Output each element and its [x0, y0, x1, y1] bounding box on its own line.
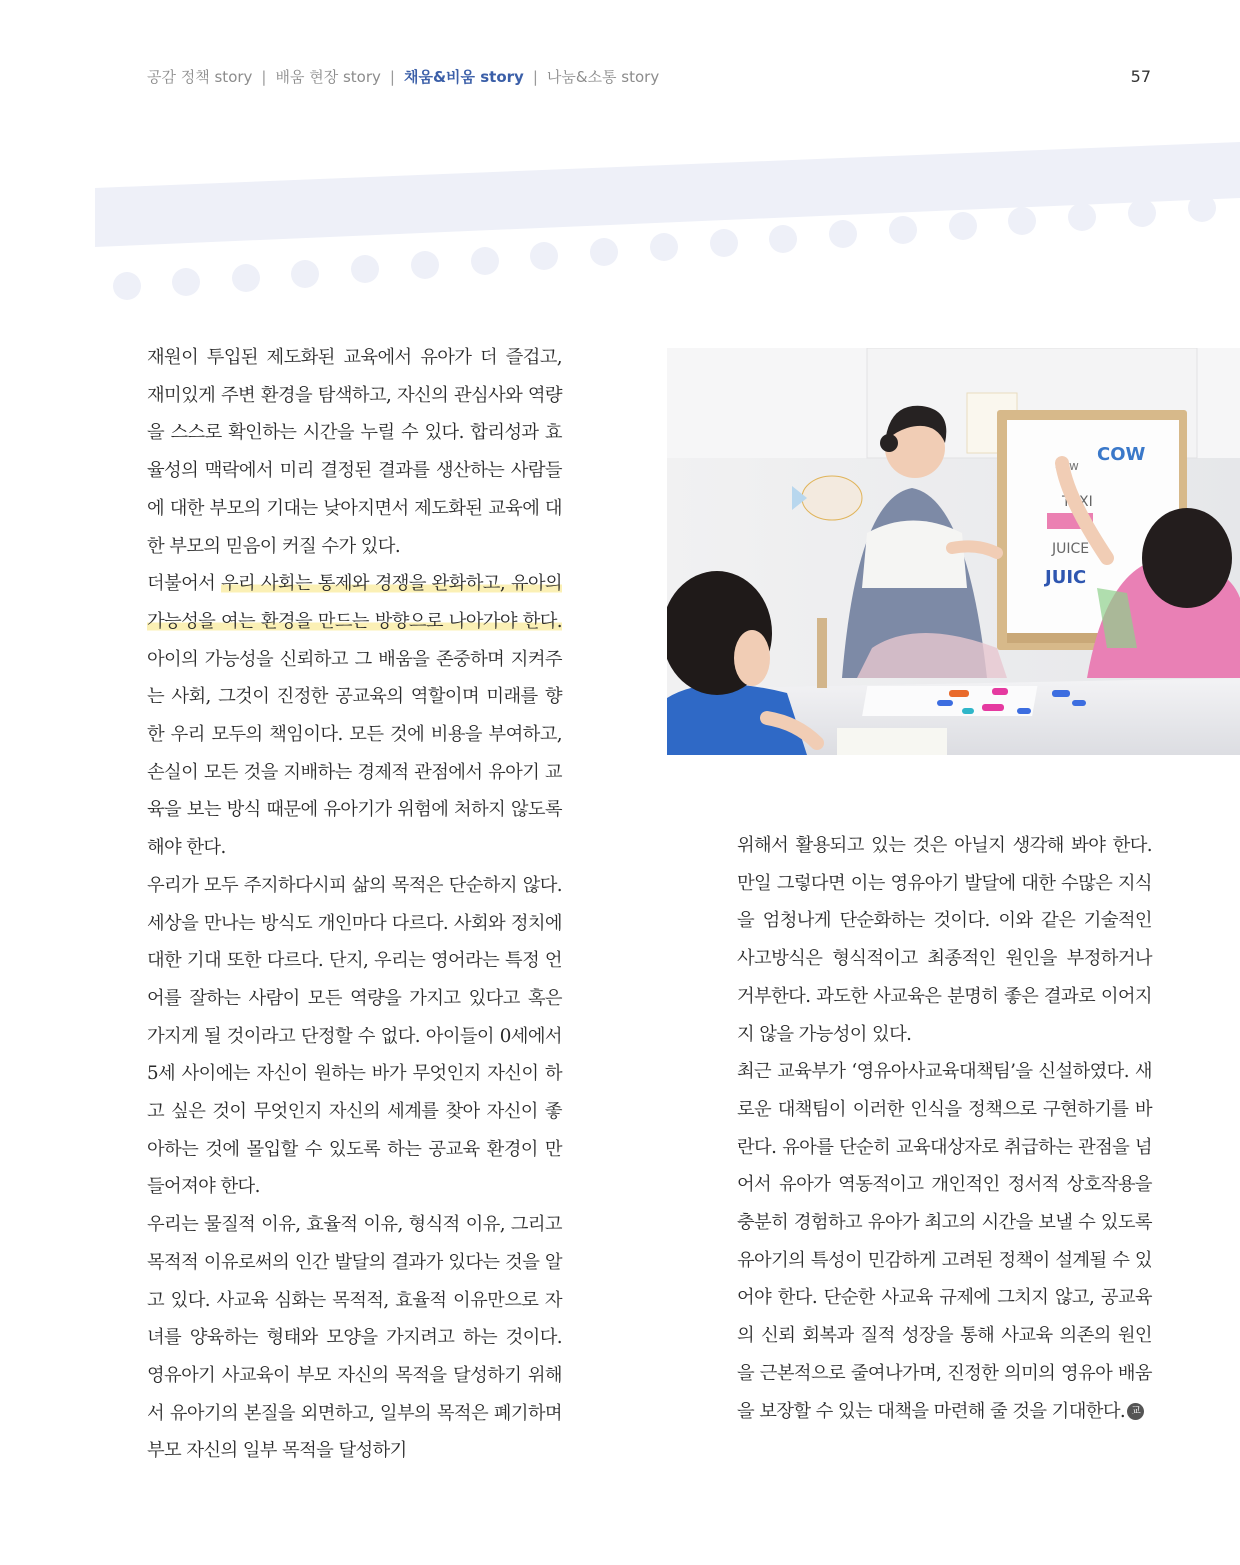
- end-mark-icon: 교: [1127, 1403, 1144, 1420]
- nav-separator: |: [261, 68, 267, 86]
- paragraph-highlight: [147, 565, 562, 867]
- board-word: JUICE: [1052, 541, 1090, 557]
- paragraph: 우리가 모두 주지하다시피 삶의 목적은 단순하지 않다. 세상을 만나는 방식도 개인마다 다르다. 사회와 정치에 대한 기대 또한 다르다. 단지, 우리는 영어라는 특정 언어를 잘하는 사람이 모든 역량을 가지고 있다고 혹은 가지게 될 것이라고 단정할 수 없다. 아이들이 0세에서 5세 사이에는 자신이 원하는 바가 무엇인지 자신이 하고 싶은 것이 무엇인지 자신의 세계를 찾아 자신이 좋아하는 것에 몰입할 수 있도록 하는 공교육 환경이 만들어져야 한다.: [147, 874, 562, 1198]
- nav-item-policy[interactable]: 공감 정책 story: [147, 68, 253, 86]
- paragraph: 재원이 투입된 제도화된 교육에서 유아가 더 즐겁고, 재미있게 주변 환경을 탐색하고, 자신의 관심사와 역량을 스스로 확인하는 시간을 누릴 수 있다. 합리성과 효율성의 맥락에서 미리 결정된 결과를 생산하는 사람들에 대한 부모의 기대는 낮아지면서 제도화된 교육에 대한 부모의 믿음이 커질 수가 있다.: [147, 347, 562, 557]
- section-nav: [147, 66, 659, 87]
- paragraph-last: [737, 1053, 1152, 1430]
- paragraph: 위해서 활용되고 있는 것은 아닐지 생각해 봐야 한다. 만일 그렇다면 이는 영유아기 발달에 대한 수많은 지식을 엄청나게 단순화하는 것이다. 이와 같은 기술적인 사고방식은 형식적이고 최종적인 원인을 부정하거나 거부한다. 과도한 사교육은 분명히 좋은 결과로 이어지지 않을 가능성이 있다.: [737, 835, 1152, 1045]
- text-span: 아이의 가능성을 신뢰하고 그 배움을 존중하며 지켜주는 사회, 그것이 진정한 공교육의 역할이며 미래를 향한 우리 모두의 책임이다. 모든 것에 비용을 부여하고, 손실이 모든 것을 지배하는 경제적 관점에서 유아기 교육을 보는 방식 때문에 유아기가 위험에 처하지 않도록 해야 한다.: [147, 648, 562, 859]
- nav-separator: |: [389, 68, 395, 86]
- nav-item-active[interactable]: 채움&비움 story: [403, 68, 524, 86]
- nav-item-sharing[interactable]: 나눔&소통 story: [546, 68, 660, 86]
- classroom-photo: [667, 348, 1240, 755]
- board-word: JUIC: [1045, 567, 1087, 588]
- nav-separator: |: [532, 68, 538, 86]
- board-word: COW: [1097, 444, 1146, 465]
- text-span: 더불어서: [147, 573, 221, 595]
- highlighted-text: 우리 사회는 통제와 경쟁을 완화하고, 유아의 가능성을 여는 환경을 만드는 방향으로 나아가야 한다.: [147, 573, 562, 632]
- board-word: cow: [1055, 459, 1079, 473]
- text-span: 최근 교육부가 ‘영유아사교육대책팀’을 신설하였다. 새로운 대책팀이 이러한 인식을 정책으로 구현하기를 바란다. 유아를 단순히 교육대상자로 취급하는 관점을 넘어서 유아가 역동적이고 개인적인 정서적 상호작용을 충분히 경험하고 유아가 최고의 시간을 보낼 수 있도록 유아기의 특성이 민감하게 고려된 정책이 설계될 수 있어야 한다. 단순한 사교육 규제에 그치지 않고, 공교육의 신뢰 회복과 질적 성장을 통해 사교육 의존의 원인을 근본적으로 줄여나가며, 진정한 의미의 영유아 배움을 보장할 수 있는 대책을 마련해 줄 것을 기대한다.: [737, 1061, 1152, 1422]
- decor-stripe: [95, 142, 1240, 247]
- photo-illustration: [667, 348, 1240, 755]
- left-column: [147, 339, 562, 1470]
- paragraph: 우리는 물질적 이유, 효율적 이유, 형식적 이유, 그리고 목적적 이유로써의 인간 발달의 결과가 있다는 것을 알고 있다. 사교육 심화는 목적적, 효율적 이유만으로 자녀를 양육하는 형태와 모양을 가지려고 하는 것이다. 영유아기 사교육이 부모 자신의 목적을 달성하기 위해서 유아기의 본질을 외면하고, 일부의 목적은 폐기하며 부모 자신의 일부 목적을 달성하기: [147, 1214, 562, 1462]
- right-column: [737, 827, 1152, 1430]
- decorative-band: [0, 130, 1240, 310]
- nav-item-field[interactable]: 배움 현장 story: [275, 68, 381, 86]
- board-word: TAXI: [1062, 494, 1093, 510]
- page-number: 57: [1130, 67, 1151, 86]
